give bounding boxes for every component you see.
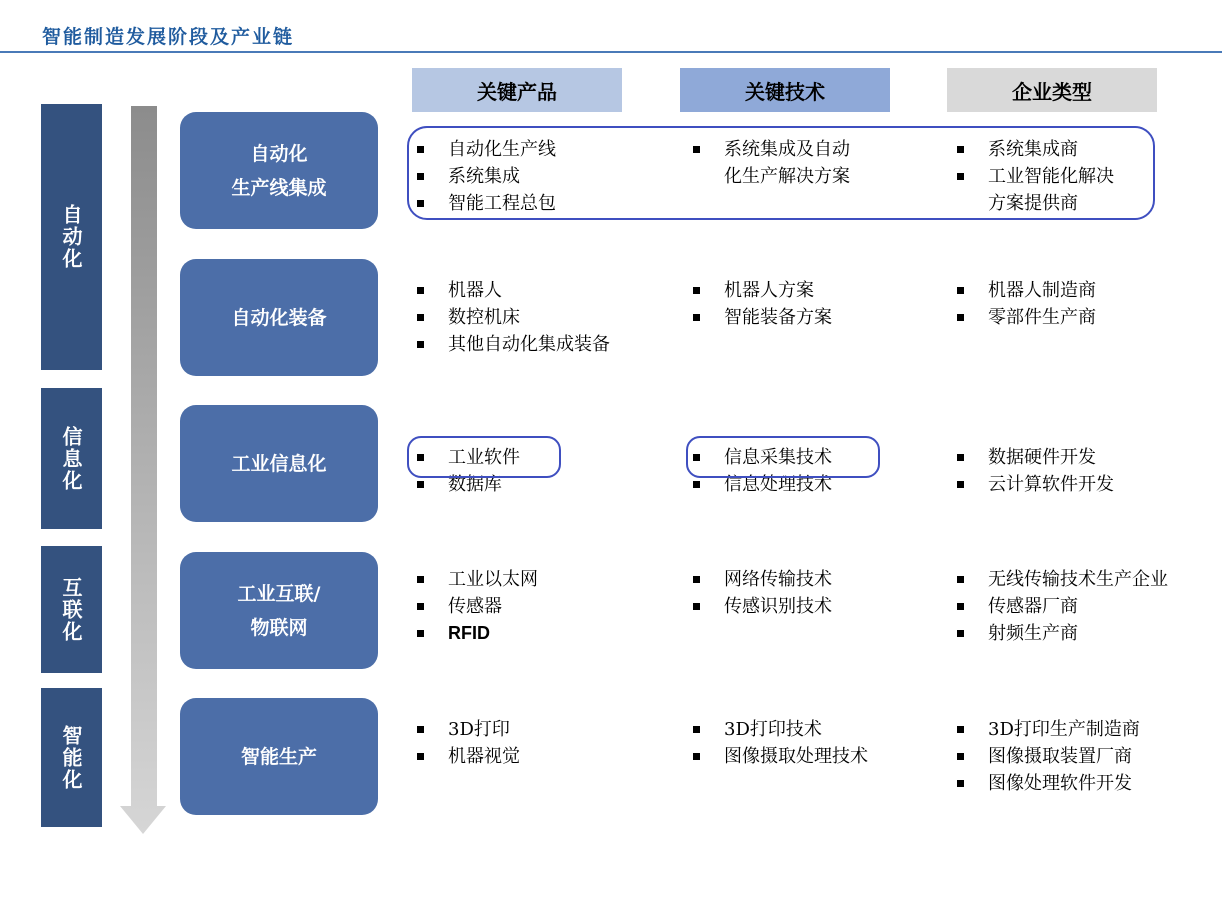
technologies-cell — [688, 716, 868, 770]
companies-cell — [952, 444, 1114, 498]
bullet-icon — [693, 603, 700, 610]
column-header-company-types: 企业类型 — [947, 68, 1157, 112]
row-box-automation-equipment — [180, 259, 378, 376]
list-item: 射频生产商 — [952, 620, 1168, 647]
bullet-icon — [957, 753, 964, 760]
row-box-industrial-informatization — [180, 405, 378, 522]
list-item: 其他自动化集成装备 — [412, 331, 610, 358]
bullet-icon — [417, 630, 424, 637]
highlight-outline — [407, 436, 561, 478]
list-item: 工业以太网 — [412, 566, 538, 593]
stage-automation — [41, 104, 102, 370]
bullet-icon — [417, 287, 424, 294]
list-item: 系统集成商 — [952, 136, 1114, 163]
row-box-label: 工业信息化 — [231, 452, 327, 475]
highlight-outline — [686, 436, 880, 478]
list-item: 图像摄取装置厂商 — [952, 743, 1140, 770]
list-item: 图像处理软件开发 — [952, 770, 1140, 797]
list-item: 系统集成及自动 化生产解决方案 — [688, 136, 850, 190]
list-item: 3D打印生产制造商 — [952, 716, 1140, 743]
list-item: 智能装备方案 — [688, 304, 832, 331]
technologies-cell — [688, 566, 832, 620]
row-box-label: 智能生产 — [240, 745, 317, 768]
bullet-icon — [693, 726, 700, 733]
row-box-label: 自动化装备 — [231, 306, 327, 329]
bullet-icon — [693, 314, 700, 321]
title-divider — [0, 51, 1222, 53]
column-header-key-technologies: 关键技术 — [680, 68, 890, 112]
stage-label: 自动化 — [59, 204, 83, 270]
stage-label: 智能化 — [59, 724, 83, 791]
list-item: 机器人 — [412, 277, 610, 304]
row-box-label: 自动化 — [250, 142, 308, 165]
row-box-label: 物联网 — [250, 616, 308, 639]
list-item: 机器人方案 — [688, 277, 832, 304]
bullet-icon — [957, 630, 964, 637]
row-box-label: 生产线集成 — [231, 176, 327, 199]
bullet-icon — [417, 753, 424, 760]
list-item: RFID — [412, 620, 538, 647]
list-item: 信息采集技术 — [688, 444, 832, 471]
list-item: 传感识别技术 — [688, 593, 832, 620]
stage-interconnection — [41, 546, 102, 673]
row-box-intelligent-production — [180, 698, 378, 815]
list-item: 机器视觉 — [412, 743, 520, 770]
list-item: 图像摄取处理技术 — [688, 743, 868, 770]
list-item: 工业软件 — [412, 444, 520, 471]
list-item: 自动化生产线 — [412, 136, 556, 163]
bullet-icon — [417, 314, 424, 321]
companies-cell — [952, 277, 1096, 331]
bullet-icon — [957, 576, 964, 583]
bullet-icon — [957, 314, 964, 321]
companies-cell — [952, 716, 1140, 797]
bullet-icon — [417, 726, 424, 733]
list-item: 数据硬件开发 — [952, 444, 1114, 471]
bullet-icon — [693, 753, 700, 760]
bullet-icon — [957, 481, 964, 488]
list-item: 工业智能化解决 方案提供商 — [952, 163, 1114, 217]
list-item: 云计算软件开发 — [952, 471, 1114, 498]
list-item: 网络传输技术 — [688, 566, 832, 593]
bullet-icon — [417, 341, 424, 348]
bullet-icon — [957, 454, 964, 461]
list-item: 传感器 — [412, 593, 538, 620]
products-cell — [412, 716, 520, 770]
list-item: 信息处理技术 — [688, 471, 832, 498]
technologies-cell — [688, 277, 832, 331]
bullet-icon — [693, 576, 700, 583]
bullet-icon — [957, 726, 964, 733]
list-item: 数据库 — [412, 471, 520, 498]
bullet-icon — [417, 603, 424, 610]
bullet-icon — [957, 603, 964, 610]
stage-intelligence — [41, 688, 102, 827]
stage-informatization — [41, 388, 102, 529]
list-item: 智能工程总包 — [412, 190, 556, 217]
list-item: 3D打印技术 — [688, 716, 868, 743]
bullet-icon — [693, 481, 700, 488]
page-title: 智能制造发展阶段及产业链 — [42, 26, 295, 48]
list-item: 数控机床 — [412, 304, 610, 331]
bullet-icon — [693, 287, 700, 294]
products-cell — [412, 566, 538, 647]
list-item: 无线传输技术生产企业 — [952, 566, 1168, 593]
row-box-production-line-integration — [180, 112, 378, 229]
row-box-label: 工业互联/ — [237, 582, 321, 605]
products-cell — [412, 277, 610, 358]
list-item: 系统集成 — [412, 163, 556, 190]
bullet-icon — [957, 287, 964, 294]
bullet-icon — [957, 780, 964, 787]
progression-arrow — [120, 106, 166, 834]
column-header-key-products: 关键产品 — [412, 68, 622, 112]
list-item: 3D打印 — [412, 716, 520, 743]
bullet-icon — [417, 576, 424, 583]
list-item: 机器人制造商 — [952, 277, 1096, 304]
companies-cell — [952, 566, 1168, 647]
stage-label: 互联化 — [59, 576, 83, 643]
row-box-industrial-iot — [180, 552, 378, 669]
highlight-outline — [407, 126, 1155, 220]
list-item: 零部件生产商 — [952, 304, 1096, 331]
list-item: 传感器厂商 — [952, 593, 1168, 620]
stage-label: 信息化 — [59, 425, 83, 492]
bullet-icon — [417, 481, 424, 488]
